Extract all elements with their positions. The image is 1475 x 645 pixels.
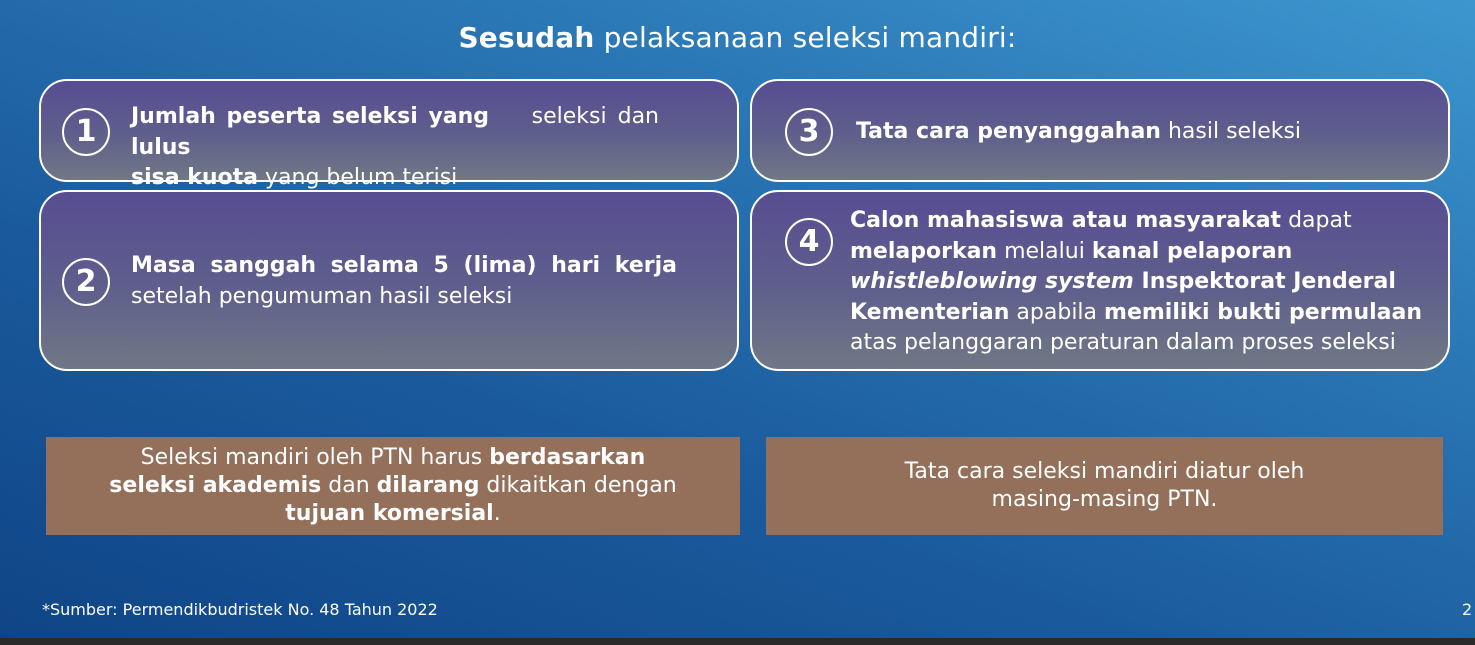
page-number: 2 [1462, 600, 1473, 619]
title-rest: pelaksanaan seleksi mandiri: [594, 21, 1017, 54]
card-4-line5-text: atas pelanggaran peraturan dalam proses seleksi [850, 330, 1396, 355]
card-3-bold: Tata cara penyanggahan [856, 119, 1161, 144]
card-1-line2-bold: sisa kuota [131, 165, 259, 190]
card-4-line3-italic: whistleblowing system [850, 269, 1134, 294]
card-1 [39, 79, 739, 190]
card-3 [750, 79, 1450, 182]
card-1-text [131, 102, 711, 194]
banner-left-line2-bold: seleksi akademis [109, 473, 322, 498]
card-1-line1-bold: Jumlah peserta seleksi yang lulus [131, 104, 490, 160]
banner-left-line3-bold: tujuan komersial [285, 501, 494, 526]
card-1-line2-text: yang belum terisi [258, 165, 458, 190]
card-3-text [856, 117, 1436, 148]
card-4-line2-bold2: kanal pelaporan [1091, 238, 1293, 264]
card-4-line1-bold: Calon mahasiswa atau masyarakat [850, 208, 1282, 233]
banner-left-line2-text2: dikaitkan dengan [479, 473, 677, 498]
card-1-line1-text: seleksi dan [520, 104, 659, 129]
source-footnote: *Sumber: Permendikbudristek No. 48 Tahun 2022 [42, 600, 438, 619]
card-2 [39, 190, 739, 371]
number-badge-2: 2 [62, 258, 110, 306]
card-4-line2-bold: melaporkan [850, 238, 998, 264]
card-4-line1-text: dapat [1281, 208, 1352, 233]
card-2-line1-bold: Masa sanggah selama 5 (lima) hari kerja [131, 253, 677, 278]
card-4-line4-bold2: memiliki bukti permulaan [1104, 299, 1423, 325]
card-4-text [850, 206, 1440, 359]
card-4-line4-bold: Kementerian [850, 299, 1010, 325]
card-2-line2-text: setelah pengumuman hasil seleksi [131, 283, 513, 309]
card-4-line4-text: apabila [1009, 299, 1105, 325]
card-4-line2-text: melalui [997, 238, 1092, 264]
title-bold: Sesudah [458, 21, 595, 54]
bottom-bar [0, 638, 1475, 645]
banner-right-line2: masing-masing PTN. [991, 487, 1218, 512]
number-badge-3: 3 [785, 108, 833, 156]
banner-left-line1-text: Seleksi mandiri oleh PTN harus [140, 445, 490, 470]
banner-right-line1: Tata cara seleksi mandiri diatur oleh [904, 459, 1305, 484]
number-badge-4: 4 [785, 218, 833, 266]
banner-left-line2-text: dan [321, 473, 377, 498]
banner-left [46, 437, 740, 535]
card-3-normal: hasil seleksi [1160, 119, 1302, 144]
card-4 [750, 190, 1450, 371]
card-2-text [131, 251, 679, 312]
card-4-line3-bold: Inspektorat Jenderal [1133, 269, 1396, 294]
slide-title [0, 20, 1475, 56]
banner-left-line3-text: . [493, 501, 501, 526]
banner-left-line1-bold: berdasarkan [489, 445, 646, 470]
number-badge-1: 1 [62, 108, 110, 156]
banner-right [766, 437, 1443, 535]
banner-left-line2-bold2: dilarang [376, 473, 480, 498]
